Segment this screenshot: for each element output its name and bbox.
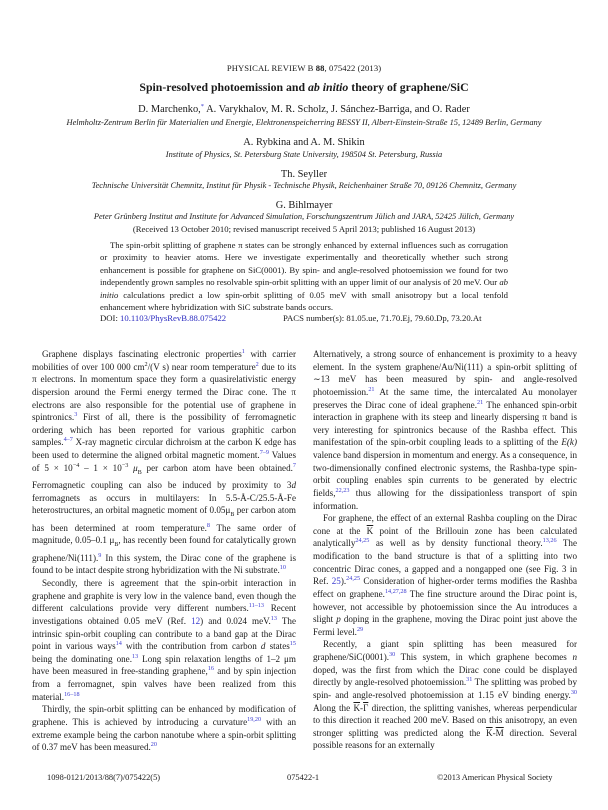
footer-issn: 1098-0121/2013/88(7)/075422(5) <box>47 773 161 782</box>
citation-link[interactable]: 7–9 <box>259 449 269 456</box>
journal-article-year: , 075422 (2013) <box>324 63 382 73</box>
author-group-2: A. Rybkina and A. M. Shikin <box>243 137 365 148</box>
abstract: The spin-orbit splitting of graphene π states can be strongly enhanced by external influences such as corrugation or proximity to heavier atoms. Here we investigate experimentally and theoretically whether such strong enhancement is possible for graphene on SiC(0001). By spin- and angle-resolved photoemission we found for two independently grown samples no resolvable spin-orbit splitting with an upper limit of our analysis of 20 meV. Our ab initio calculations predict a low spin-orbit splitting of 0.05 meV with small anisotropy but a local tenfold enhancement where hybridization with SiC substrate bands occurs. <box>100 240 508 313</box>
citation-link[interactable]: 1 <box>241 348 245 355</box>
doi-row <box>100 313 226 323</box>
footer-copyright: ©2013 American Physical Society <box>437 773 553 782</box>
affiliation-4: Peter Grünberg Institut and Institute for Advanced Simulation, Forschungszentrum Jülich and JARA, 52425 Jülich, Germany <box>93 212 515 221</box>
paragraph-2: Secondly, there is agreement that the spin-orbit interaction in graphene and graphite is very low in the valence band, even though the different calculations provide very different numbers.$^{11-13}$ Recent investigations obtained 0.05 meV (Ref. 12) and 0.024 meV.$^{13}$ The intrinsic spin-orbit coupling can contribute to a band gap at the Dirac point in various ways$^{14}$ with the contribution from carbon d states$^{15}$ being the dominating one.$^{13}$ Long spin relaxation lengths of 1–2 μm have been measured in free-standing graphene,$^{16}$ and by spin injection from a ferromagnet, spin valves have been realized from this material.$^{16-18}$ <box>32 578 297 702</box>
citation-link[interactable]: 7 <box>292 461 296 469</box>
doi-link[interactable]: 10.1103/PhysRevB.88.075422 <box>120 313 227 323</box>
pacs-numbers: PACS number(s): 81.05.ue, 71.70.Ej, 79.60.Dp, 73.20.At <box>283 313 482 323</box>
citation-link[interactable]: 13 <box>132 652 139 660</box>
citation-link[interactable]: 24,25 <box>346 575 361 583</box>
paragraph-1: Graphene displays fascinating electronic properties$^1$ with carrier mobilities of over 100 000 $cm^2/(V$ s) near room temperature$^2$ due to its π electrons. In momentum space they form a quasirelativistic energy dispersion around the Fermi energy termed the Dirac cone. The π electrons are also responsible for the potential use of graphene in spintronics.$^3$ First of all, there is the possibility of ferromagnetic ordering which has been reported for various graphitic carbon samples.$^{4-7}$ X-ray magnetic circular dichroism at the carbon K edge has been used to determine the aligned orbital magnetic moment.$^{7-9}$ Values of $5 \times 10^{-4} - 1 \times 10^{-3}$ $\mu_B$ per carbon atom have been obtained.$^7$ Ferromagnetic coupling can also be induced by proximity to 3d ferromagnets as occurs in multilayers: In 5.5-Å-C/25.5-Å-Fe heterostructures, an orbital magnetic moment of $0.05\mu_B$ per carbon atom has been determined at room temperature.$^8$ The same order of magnitude, 0.05–0.1 $\mu_B$, has recently been found for catalytically grown graphene/Ni(111).$^9$ In this system, the Dirac cone of the graphene is found to be intact despite strong hybridization with the Ni substrate.$^{10}$ <box>32 348 297 576</box>
citation-link[interactable]: 3 <box>74 411 78 419</box>
citation-link[interactable]: 29 <box>356 625 364 633</box>
footer-page-number: 075422-1 <box>287 773 320 782</box>
corresponding-author-link[interactable]: * <box>200 103 205 110</box>
paragraph-4: For graphene, the effect of an external Rashba coupling on the Dirac cone at the $\overline{K}$ point of the Brillouin zone has been calculated analytically$^{24,25}$ as well as by density functional theory.$^{13,26}$ The modification to the band structure is that of a splitting into two concentric Dirac cones, a gapped and a nongapped one (see Fig. 3 in Ref. 25).$^{24,25}$ Consideration of higher-order terms modifies the Rashba effect on graphene.$^{14,27,28}$ The fine structure around the Dirac point is, however, not accessible by photoemission since the Au introduces a slight p doping in the graphene, moving the Dirac point just above the Fermi level.$^{29}$ <box>313 513 577 637</box>
paper-title: Spin-resolved photoemission and ab initio theory of graphene/SiC <box>139 80 469 94</box>
citation-link[interactable]: 15 <box>289 640 296 648</box>
affiliation-1: Helmholtz-Zentrum Berlin für Materialien und Energie, Elektronenspeicherring BESSY II, Albert-Einstein-Straße 15, 12489 Berlin, Germany <box>66 118 542 127</box>
citation-link[interactable]: 4–7 <box>63 436 73 444</box>
citation-link[interactable]: 14,27,28 <box>384 587 407 595</box>
citation-link[interactable]: 21 <box>368 385 375 393</box>
citation-link[interactable]: 8 <box>206 521 210 529</box>
citation-link[interactable]: 22,23 <box>335 486 350 494</box>
journal-header <box>0 63 608 73</box>
citation-link[interactable]: 24,25 <box>355 537 370 545</box>
citation-link[interactable]: 16–18 <box>64 690 80 698</box>
paragraph-3-continued: Alternatively, a strong source of enhancement is proximity to a heavy element. In the system graphene/Au/Ni(111) a spin-orbit splitting of ∼13 meV has been measured by spin- and angle-resolved photoemission.$^{21}$ At the same time, the intercalated Au monolayer preserves the Dirac cone of ideal graphene.$^{21}$ The enhanced spin-orbit interaction in graphene with its steep and linearly dispersing π band is very interesting for spintronics because of the Rashba effect. This manifestation of the spin-orbit coupling leads to a splitting of the E(k) valence band dispersion in momentum and energy. As a consequence, in two-dimensionally confined electronic systems, the Rashba-type spin-orbit coupling enables spin currents to be generated by electric fields,$^{22,23}$ thus allowing for the dissipationless transport of spin information. <box>313 349 577 511</box>
paragraph-3: Thirdly, the spin-orbit splitting can be enhanced by modification of graphene. This is achieved by introducing a curvature$^{19,20}$ with an extreme example being the carbon nanotube where a spin-orbit splitting of 0.37 meV has been measured.$^{20}$ <box>32 704 296 753</box>
affiliation-3: Technische Universität Chemnitz, Institut für Physik - Technische Physik, Reichenhainer Straße 70, 09126 Chemnitz, Germany <box>91 181 517 190</box>
reference-link[interactable]: 12 <box>191 615 201 626</box>
citation-link[interactable]: 13 <box>270 614 277 622</box>
author-group-3: Th. Seyller <box>280 169 328 180</box>
doi-label: DOI: <box>100 313 121 323</box>
body-column-right <box>313 348 577 752</box>
citation-link[interactable]: 10 <box>279 564 286 572</box>
journal-name: PHYSICAL REVIEW B <box>226 63 314 73</box>
citation-link[interactable]: 21 <box>476 398 484 406</box>
citation-link[interactable]: 30 <box>570 688 577 696</box>
reference-link[interactable]: 25 <box>331 576 341 587</box>
journal-volume: 88 <box>315 63 325 73</box>
citation-link[interactable]: 13,26 <box>542 537 557 545</box>
citation-link[interactable]: 19,20 <box>247 715 262 723</box>
citation-link[interactable]: 16 <box>207 665 215 673</box>
author-group-1: D. Marchenko,* A. Varykhalov, M. R. Scholz, J. Sánchez-Barriga, and O. Rader <box>138 103 470 115</box>
citation-link[interactable]: 14 <box>115 640 122 648</box>
citation-link[interactable]: 11–13 <box>248 602 265 610</box>
affiliation-2: Institute of Physics, St. Petersburg State University, 198504 St. Petersburg, Russia <box>165 150 443 159</box>
citation-link[interactable]: 30 <box>389 651 396 658</box>
author-group-4: G. Bihlmayer <box>275 200 333 211</box>
citation-link[interactable]: 31 <box>466 676 473 684</box>
body-column-left <box>32 348 296 754</box>
paragraph-5: Recently, a giant spin splitting has been measured for graphene/SiC(0001).$^{30}$ This system, in which graphene becomes n doped, was the first from which the Dirac cone could be displayed directly by angle-resolved photoemission.$^{31}$ The splitting was probed by spin- and angle-resolved photoemission at 1.15 eV binding energy.$^{30}$ Along the $\overline{K}-\overline{\Gamma}$ direction, the splitting vanishes, whereas perpendicular to this direction it reached 200 meV. Based on this anisotropy, an even stronger splitting was predicted along the $\overline{K}-\overline{M}$ direction. Several possible reasons for an externally <box>313 639 577 751</box>
citation-link[interactable]: 20 <box>150 741 157 749</box>
citation-link[interactable]: 9 <box>98 551 102 559</box>
received-dates: (Received 13 October 2010; revised manuscript received 5 April 2013; published 16 August 2013) <box>132 224 476 234</box>
citation-link[interactable]: 2 <box>255 360 259 368</box>
